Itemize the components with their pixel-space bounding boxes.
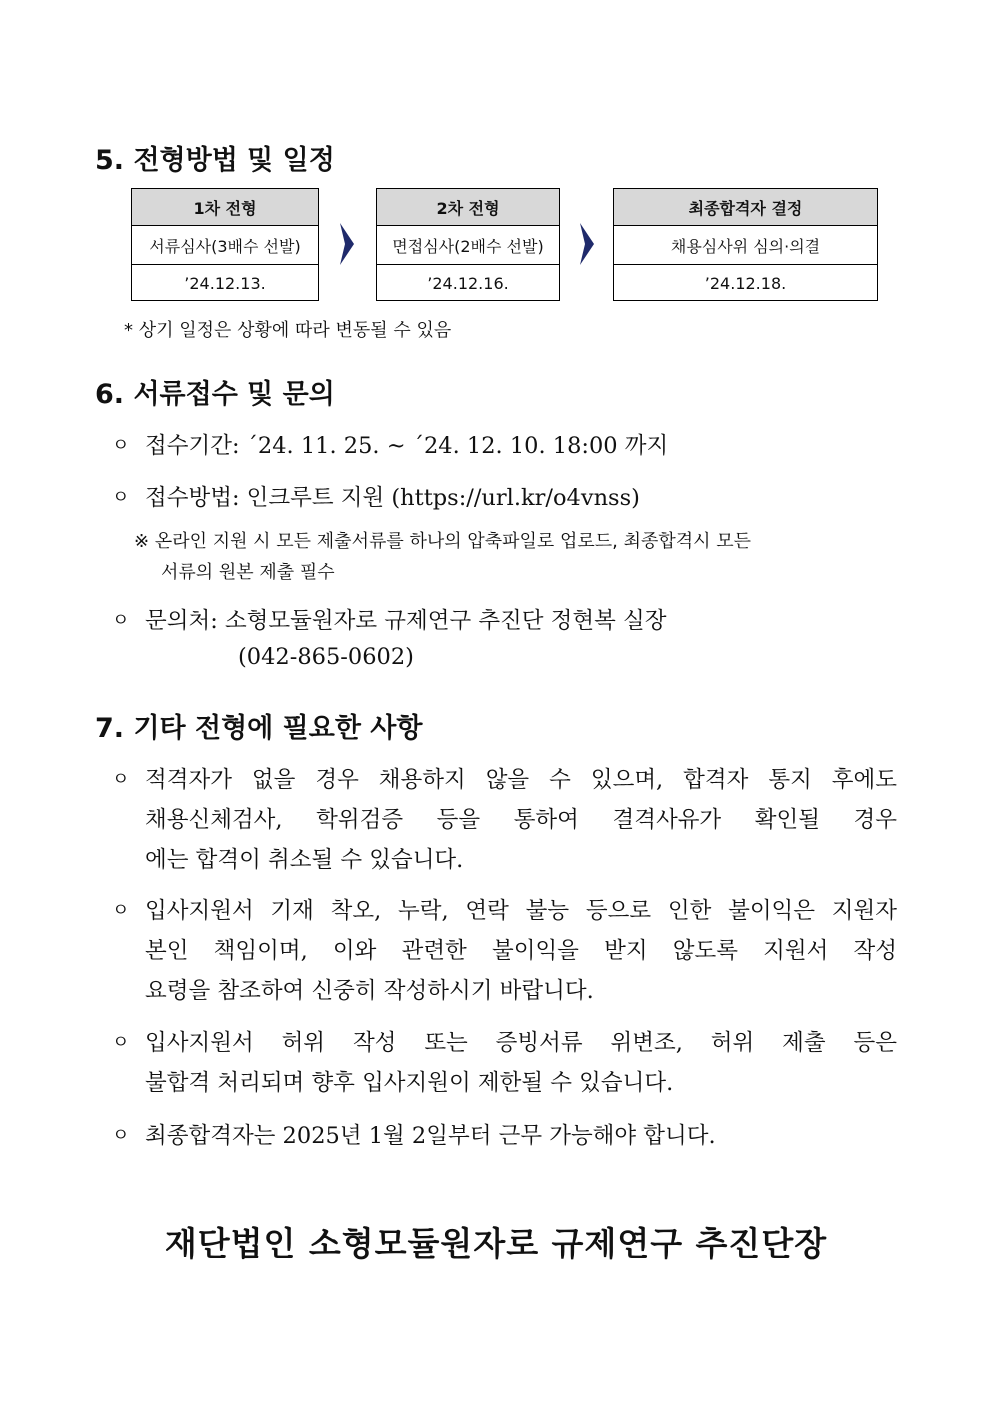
bullet-icon: ㅇ [112,900,130,921]
bullet-icon: ㅇ [112,1032,130,1053]
arrow-right-icon [580,223,594,265]
stage-2-date: ’24.12.16. [427,273,509,293]
notice-3-line-1: 입사지원서 허위 작성 또는 증빙서류 위변조, 허위 제출 등은 [145,1030,897,1056]
contact-line-1: 문의처: 소형모듈원자로 규제연구 추진단 정현복 실장 [145,608,667,634]
bullet-icon: ㅇ [112,487,130,508]
online-remark-line-2: 서류의 원본 제출 필수 [161,562,335,583]
stage-3-head: 최종합격자 결정 [614,189,877,226]
stage-1-date: ’24.12.13. [184,273,266,293]
contact-phone: (042-865-0602) [238,644,414,670]
issuer-signature: 재단법인 소형모듈원자로 규제연구 추진단장 [164,1224,828,1263]
stage-3-date: ’24.12.18. [704,273,787,293]
online-remark-line-1: ※ 온라인 지원 시 모든 제출서류를 하나의 압축파일로 업로드, 최종합격시 모든 [134,531,752,552]
bullet-icon: ㅇ [112,1125,130,1146]
notice-3-line-2: 불합격 처리되며 향후 입사지원이 제한될 수 있습니다. [145,1070,674,1096]
application-period: 접수기간: ´24. 11. 25. ~ ´24. 12. 10. 18:00 까지 [145,433,669,459]
stage-1-head: 1차 전형 [132,189,318,226]
application-method: 접수방법: 인크루트 지원 (https://url.kr/o4vnss) [145,485,640,511]
stage-2-head: 2차 전형 [377,189,559,226]
notice-1-line-3: 에는 합격이 취소될 수 있습니다. [145,847,464,873]
stage-2-box [376,188,560,301]
stage-2-desc: 면접심사(2배수 선발) [377,226,559,265]
notice-2-line-1: 입사지원서 기재 착오, 누락, 연락 불능 등으로 인한 불이익은 지원자 [145,898,897,924]
stage-1-box [131,188,319,301]
arrow-right-icon [340,223,354,265]
bullet-icon: ㅇ [112,610,130,631]
notice-2-line-3: 요령을 참조하여 신중히 작성하시기 바랍니다. [145,978,594,1004]
notice-1-line-1: 적격자가 없을 경우 채용하지 않을 수 있으며, 합격자 통지 후에도 [145,767,897,793]
section-6-title: 6. 서류접수 및 문의 [95,379,335,410]
stage-3-desc: 채용심사위 심의·의결 [614,226,877,265]
notice-2-line-2: 본인 책임이며, 이와 관련한 불이익을 받지 않도록 지원서 작성 [145,938,897,964]
notice-4-line-1: 최종합격자는 2025년 1월 2일부터 근무 가능해야 합니다. [145,1123,716,1149]
schedule-note: * 상기 일정은 상황에 따라 변동될 수 있음 [124,320,452,341]
bullet-icon: ㅇ [112,769,130,790]
section-5-title: 5. 전형방법 및 일정 [95,145,335,176]
bullet-icon: ㅇ [112,435,130,456]
notice-1-line-2: 채용신체검사, 학위검증 등을 통하여 결격사유가 확인될 경우 [145,807,897,833]
section-7-title: 7. 기타 전형에 필요한 사항 [95,713,423,744]
stage-1-desc: 서류심사(3배수 선발) [132,226,318,265]
stage-3-box [613,188,878,301]
